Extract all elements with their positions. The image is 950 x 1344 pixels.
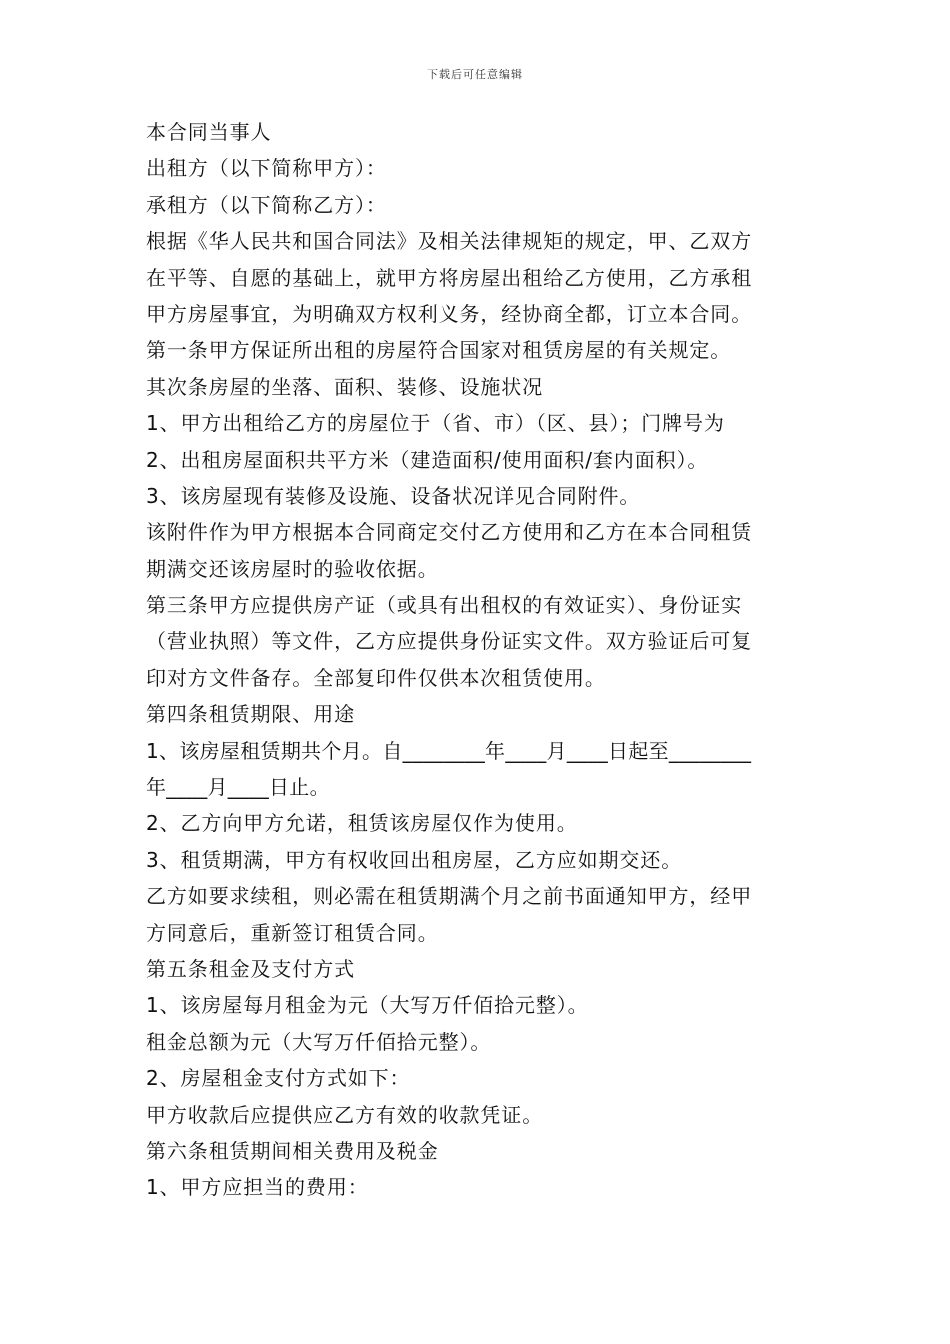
contract-line: 甲方收款后应提供应乙方有效的收款凭证。	[146, 1102, 544, 1127]
contract-line: 第六条租赁期间相关费用及税金	[146, 1138, 439, 1163]
contract-line: 承租方（以下简称乙方）：	[146, 192, 387, 217]
contract-line: 印对方文件备存。全部复印件仅供本次租赁使用。	[146, 665, 606, 690]
contract-line: 乙方如要求续租，则必需在租赁期满个月之前书面通知甲方，经甲	[146, 884, 753, 909]
contract-line: 2、房屋租金支付方式如下：	[146, 1066, 411, 1091]
contract-line: 第五条租金及支付方式	[146, 956, 355, 981]
contract-line: 其次条房屋的坐落、面积、装修、设施状况	[146, 374, 544, 399]
contract-line: 租金总额为元（大写万仟佰拾元整）。	[146, 1029, 492, 1054]
contract-line: 3、该房屋现有装修及设施、设备状况详见合同附件。	[146, 483, 641, 508]
contract-line: 年____月____日止。	[146, 775, 330, 800]
contract-line: 第一条甲方保证所出租的房屋符合国家对租赁房屋的有关规定。	[146, 338, 732, 363]
contract-line: 本合同当事人	[146, 120, 272, 144]
contract-line: 根据《华人民共和国合同法》及相关法律规矩的规定，甲、乙双方	[146, 229, 753, 254]
contract-line: 1、该房屋租赁期共个月。自________年____月____日起至________	[146, 738, 752, 763]
contract-body	[146, 114, 816, 1206]
contract-line: 方同意后，重新签订租赁合同。	[146, 920, 439, 945]
contract-line: 期满交还该房屋时的验收依据。	[146, 556, 439, 581]
contract-line: 甲方房屋事宜，为明确双方权利义务，经协商全都，订立本合同。	[146, 301, 753, 326]
contract-line: 1、该房屋每月租金为元（大写万仟佰拾元整）。	[146, 993, 589, 1018]
contract-line: 该附件作为甲方根据本合同商定交付乙方使用和乙方在本合同租赁	[146, 520, 753, 545]
contract-line: 1、甲方应担当的费用：	[146, 1175, 369, 1200]
contract-line: 第四条租赁期限、用途	[146, 702, 355, 727]
contract-line: 3、租赁期满，甲方有权收回出租房屋，乙方应如期交还。	[146, 847, 683, 872]
contract-line: 出租方（以下简称甲方）：	[146, 156, 387, 181]
contract-line: 在平等、自愿的基础上，就甲方将房屋出租给乙方使用，乙方承租	[146, 265, 753, 290]
contract-line: 2、乙方向甲方允诺，租赁该房屋仅作为使用。	[146, 811, 578, 836]
contract-line: 1、甲方出租给乙方的房屋位于（省、市）（区、县）；门牌号为	[146, 411, 725, 436]
contract-line: （营业执照）等文件，乙方应提供身份证实文件。双方验证后可复	[146, 629, 753, 654]
contract-line: 第三条甲方应提供房产证（或具有出租权的有效证实）、身份证实	[146, 593, 743, 618]
page-header-note: 下载后可任意编辑	[427, 68, 523, 81]
contract-line: 2、出租房屋面积共平方米（建造面积/使用面积/套内面积）。	[146, 447, 709, 472]
